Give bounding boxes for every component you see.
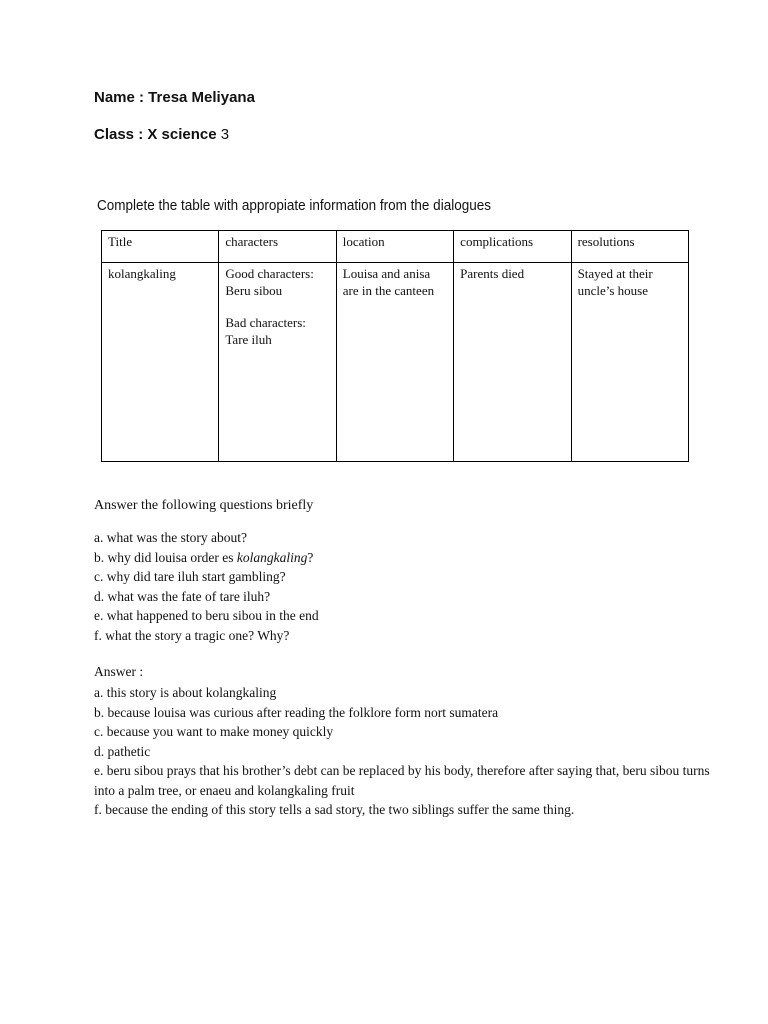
good-characters-value: Beru sibou bbox=[225, 283, 283, 298]
answer-d: d. pathetic bbox=[94, 743, 151, 759]
location-line-2: are in the canteen bbox=[342, 283, 435, 298]
bad-characters-label: Bad characters: bbox=[225, 315, 306, 330]
question-b-mark: ? bbox=[307, 549, 314, 565]
question-a: a. what was the story about? bbox=[94, 530, 247, 545]
table-row bbox=[102, 263, 689, 462]
question-b-text: b. why did louisa order es bbox=[94, 549, 237, 565]
answer-a: a. this story is about kolangkaling bbox=[94, 685, 277, 700]
answer-c: c. because you want to make money quickly bbox=[94, 724, 334, 739]
bad-characters-value: Tare iluh bbox=[225, 332, 272, 347]
student-class bbox=[94, 126, 229, 143]
class-number: 3 bbox=[216, 126, 230, 143]
header-complications: complications bbox=[454, 231, 571, 263]
question-d: d. what was the fate of tare iluh? bbox=[94, 588, 271, 604]
table-instruction: Complete the table with appropiate information from the dialogues bbox=[97, 197, 491, 214]
resolutions-line-1: Stayed at their bbox=[577, 266, 653, 281]
answers-heading: Answer : bbox=[94, 664, 144, 679]
student-name: Name : Tresa Meliyana bbox=[94, 89, 255, 106]
resolutions-line-2: uncle’s house bbox=[577, 283, 648, 298]
cell-title: kolangkaling bbox=[102, 263, 219, 462]
answer-e: e. beru sibou prays that his brother’s debt can be replaced by his body, therefore after saying that, beru sibou turns into a palm tree, or enaeu and kolangkaling fruit bbox=[94, 763, 710, 798]
header-characters: characters bbox=[219, 231, 336, 263]
header-location: location bbox=[336, 231, 453, 263]
class-label: Class : X science bbox=[94, 126, 217, 143]
question-f: f. what the story a tragic one? Why? bbox=[94, 627, 290, 643]
cell-characters bbox=[219, 263, 336, 462]
header-resolutions: resolutions bbox=[571, 231, 688, 263]
table-header-row bbox=[102, 231, 689, 263]
header-title: Title bbox=[102, 231, 219, 263]
good-characters-label: Good characters: bbox=[225, 266, 314, 281]
cell-location bbox=[336, 263, 453, 462]
cell-resolutions bbox=[571, 263, 688, 462]
question-b bbox=[94, 548, 319, 568]
answer-list bbox=[94, 683, 714, 820]
location-line-1: Louisa and anisa bbox=[342, 266, 431, 281]
cell-complications: Parents died bbox=[454, 263, 571, 462]
questions-heading: Answer the following questions briefly bbox=[94, 498, 314, 513]
answer-b: b. because louisa was curious after reading the folklore form nort sumatera bbox=[94, 704, 499, 720]
question-b-italic: kolangkaling bbox=[236, 549, 308, 565]
question-list bbox=[94, 528, 319, 645]
question-c: c. why did tare iluh start gambling? bbox=[94, 569, 286, 584]
story-elements-table bbox=[101, 230, 689, 462]
answer-f: f. because the ending of this story tells a sad story, the two siblings suffer the same thing. bbox=[94, 802, 575, 817]
question-e: e. what happened to beru sibou in the end bbox=[94, 608, 319, 623]
